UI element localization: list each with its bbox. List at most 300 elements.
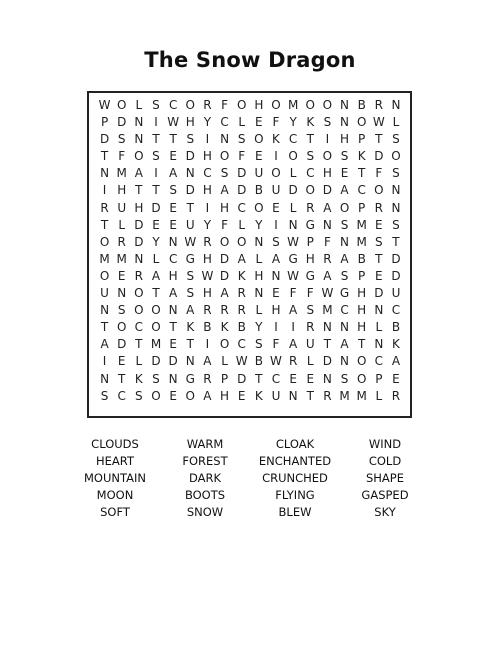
word-list-item: CLOUDS — [91, 437, 139, 451]
grid-letter: F — [221, 98, 228, 112]
grid-letter: P — [358, 268, 366, 283]
grid-letter: D — [237, 371, 247, 386]
grid-letter: O — [356, 115, 367, 130]
word-list-item: BLEW — [278, 505, 312, 519]
grid-letter: O — [236, 98, 247, 112]
grid-letter: R — [117, 234, 126, 249]
grid-letter: H — [254, 98, 264, 112]
grid-letter: N — [100, 303, 110, 318]
grid-letter: H — [202, 149, 212, 164]
grid-letter: I — [205, 337, 210, 352]
grid-letter: S — [186, 132, 195, 147]
word-list-item: SKY — [374, 505, 396, 519]
word-list-item: FOREST — [182, 454, 228, 468]
grid-letter: E — [169, 217, 177, 232]
grid-letter: T — [135, 183, 143, 198]
grid-letter: L — [221, 354, 228, 369]
grid-letter: R — [220, 303, 229, 318]
grid-letter: A — [100, 337, 109, 352]
grid-letter: T — [306, 388, 314, 403]
grid-letter: M — [339, 388, 350, 403]
grid-letter: E — [375, 217, 383, 232]
grid-letter: W — [184, 234, 197, 249]
grid-letter: D — [117, 115, 127, 130]
grid-letter: N — [117, 286, 127, 301]
grid-letter: D — [185, 183, 195, 198]
grid-letter: H — [134, 200, 144, 215]
grid-letter: R — [134, 268, 144, 283]
grid-letter: T — [152, 132, 160, 147]
grid-letter: G — [185, 371, 195, 386]
grid-letter: A — [203, 388, 212, 403]
grid-letter: D — [168, 354, 178, 369]
grid-letter: M — [356, 234, 367, 249]
grid-letter: E — [237, 388, 246, 403]
grid-letter: O — [185, 98, 195, 112]
grid-letter: L — [255, 303, 263, 318]
grid-letter: N — [322, 320, 332, 335]
grid-letter: L — [306, 354, 314, 369]
grid-letter: O — [356, 371, 367, 386]
grid-letter: E — [152, 217, 160, 232]
grid-letter: S — [186, 286, 195, 301]
grid-letter: I — [154, 166, 158, 181]
grid-letter: E — [169, 388, 177, 403]
grid-letter: O — [305, 183, 315, 198]
grid-letter: N — [391, 183, 401, 198]
grid-letter: S — [340, 371, 349, 386]
grid-letter: F — [272, 337, 280, 352]
grid-letter: N — [374, 337, 384, 352]
grid-letter: N — [340, 354, 350, 369]
grid-letter: R — [237, 286, 246, 301]
word-list-item: WIND — [368, 437, 402, 451]
grid-letter: S — [152, 149, 160, 164]
grid-letter: T — [375, 132, 383, 147]
word-list-item: WARM — [186, 437, 224, 451]
grid-letter: P — [100, 115, 109, 130]
grid-letter: M — [99, 251, 110, 266]
grid-letter: N — [340, 98, 350, 112]
grid-letter: E — [169, 337, 177, 352]
grid-letter: O — [134, 286, 144, 301]
word-list-item: COLD — [368, 454, 402, 468]
grid-letter: H — [357, 320, 367, 335]
grid-letter: A — [169, 166, 178, 181]
grid-letter: T — [323, 337, 332, 352]
grid-letter: N — [134, 251, 144, 266]
grid-letter: A — [391, 354, 401, 369]
grid-letter: A — [237, 251, 246, 266]
grid-letter: L — [375, 388, 383, 403]
grid-letter: D — [134, 234, 144, 249]
grid-letter: N — [185, 166, 195, 181]
grid-letter: R — [306, 200, 315, 215]
letter-grid — [96, 97, 405, 405]
grid-letter: A — [340, 183, 349, 198]
grid-letter: H — [271, 303, 281, 318]
grid-letter: S — [392, 217, 400, 232]
grid-letter: R — [237, 303, 246, 318]
grid-letter: C — [203, 166, 212, 181]
grid-letter: N — [340, 115, 350, 130]
grid-letter: P — [358, 200, 366, 215]
grid-letter: T — [186, 200, 194, 215]
grid-letter: O — [116, 320, 127, 335]
grid-letter: I — [274, 217, 278, 232]
word-list-item: MOUNTAIN — [84, 471, 146, 485]
grid-letter: Y — [203, 217, 212, 232]
grid-letter: L — [135, 98, 143, 112]
grid-letter: H — [220, 388, 230, 403]
grid-letter: S — [392, 166, 400, 181]
grid-letter: T — [135, 337, 143, 352]
grid-letter: O — [99, 234, 110, 249]
grid-letter: N — [288, 217, 298, 232]
word-list-item: HEART — [96, 454, 134, 468]
grid-letter: K — [392, 337, 400, 352]
grid-letter: F — [375, 166, 383, 181]
grid-letter: F — [323, 234, 331, 249]
grid-letter: S — [323, 115, 332, 130]
grid-letter: R — [323, 388, 332, 403]
grid-letter: T — [100, 320, 109, 335]
grid-letter: F — [238, 149, 246, 164]
grid-letter: D — [322, 183, 333, 198]
grid-letter: D — [237, 166, 247, 181]
grid-letter: O — [151, 388, 161, 403]
grid-letter: C — [271, 371, 281, 386]
grid-letter: E — [117, 268, 126, 283]
grid-letter: N — [254, 234, 264, 249]
grid-letter: D — [151, 200, 161, 215]
grid-letter: E — [169, 200, 177, 215]
grid-letter: K — [237, 268, 246, 283]
grid-letter: K — [357, 149, 366, 164]
grid-letter: S — [375, 234, 383, 249]
grid-letter: N — [254, 286, 264, 301]
grid-letter: S — [272, 234, 280, 249]
grid-letter: O — [254, 200, 264, 215]
grid-letter: F — [306, 286, 314, 301]
grid-letter: N — [391, 200, 401, 215]
word-list-item: SNOW — [186, 505, 224, 519]
grid-letter: S — [340, 217, 349, 232]
grid-letter: T — [255, 371, 263, 386]
grid-letter: E — [169, 149, 177, 164]
grid-letter: K — [186, 320, 195, 335]
grid-letter: C — [306, 166, 315, 181]
grid-letter: O — [356, 354, 367, 369]
grid-letter: D — [219, 251, 230, 266]
grid-letter: N — [168, 234, 178, 249]
grid-letter: T — [100, 217, 109, 232]
grid-letter: Y — [152, 234, 160, 249]
grid-letter: T — [306, 132, 314, 147]
grid-letter: P — [375, 371, 383, 386]
grid-letter: T — [118, 371, 126, 386]
grid-letter: A — [340, 337, 349, 352]
grid-letter: S — [220, 166, 229, 181]
grid-letter: U — [100, 286, 109, 301]
grid-letter: H — [220, 200, 230, 215]
grid-letter: S — [340, 149, 349, 164]
grid-letter: O — [254, 132, 264, 147]
grid-letter: G — [288, 251, 298, 266]
grid-letter: D — [151, 354, 161, 369]
grid-letter: B — [254, 354, 263, 369]
grid-letter: U — [185, 217, 195, 232]
grid-letter: W — [270, 354, 282, 369]
grid-letter: R — [203, 303, 212, 318]
grid-letter: T — [169, 320, 177, 335]
grid-letter: U — [271, 388, 281, 403]
grid-letter: F — [118, 149, 126, 164]
grid-letter: L — [255, 251, 263, 266]
grid-letter: L — [392, 115, 400, 130]
grid-letter: A — [220, 286, 229, 301]
grid-letter: D — [219, 268, 230, 283]
grid-letter: R — [288, 354, 298, 369]
grid-letter: N — [134, 132, 144, 147]
grid-letter: W — [321, 286, 334, 301]
word-list-item: SHAPE — [365, 471, 404, 485]
puzzle-title: The Snow Dragon — [144, 48, 356, 72]
grid-letter: D — [185, 149, 195, 164]
grid-letter: R — [306, 320, 315, 335]
grid-letter: H — [168, 268, 178, 283]
grid-letter: D — [374, 286, 384, 301]
grid-letter: B — [254, 183, 263, 198]
grid-letter: K — [272, 132, 280, 147]
grid-letter: L — [152, 251, 160, 266]
grid-letter: C — [117, 388, 126, 403]
grid-letter: A — [169, 286, 178, 301]
grid-letter: D — [237, 183, 247, 198]
grid-letter: R — [203, 98, 212, 112]
grid-letter: N — [100, 371, 110, 386]
grid-letter: O — [219, 337, 230, 352]
grid-letter: I — [205, 200, 210, 215]
grid-letter: W — [372, 115, 385, 130]
word-list-item: SOFT — [100, 505, 130, 519]
grid-letter: W — [98, 98, 111, 112]
grid-letter: N — [220, 132, 230, 147]
grid-letter: H — [202, 183, 212, 198]
grid-letter: E — [289, 371, 297, 386]
grid-letter: H — [357, 303, 367, 318]
grid-letter: D — [288, 183, 298, 198]
grid-letter: O — [219, 149, 230, 164]
grid-letter: H — [305, 251, 315, 266]
grid-letter: R — [374, 200, 383, 215]
grid-letter: N — [185, 354, 195, 369]
grid-letter: S — [306, 303, 315, 318]
word-list-item: CLOAK — [275, 437, 315, 451]
grid-letter: Y — [289, 115, 297, 130]
grid-letter: C — [340, 303, 349, 318]
grid-letter: O — [236, 234, 247, 249]
grid-letter: R — [100, 200, 109, 215]
grid-letter: S — [255, 337, 263, 352]
grid-letter: S — [100, 388, 109, 403]
grid-letter: H — [202, 286, 212, 301]
grid-letter: G — [185, 251, 195, 266]
grid-letter: N — [391, 98, 401, 112]
grid-letter: H — [340, 132, 350, 147]
grid-letter: T — [100, 149, 109, 164]
grid-letter: I — [154, 115, 158, 130]
grid-letter: S — [117, 132, 126, 147]
word-list-item: GASPED — [361, 488, 409, 502]
grid-letter: N — [100, 166, 110, 181]
word-list-item: DARK — [188, 471, 222, 485]
grid-letter: D — [322, 354, 333, 369]
grid-letter: T — [152, 183, 160, 198]
grid-letter: I — [205, 132, 210, 147]
grid-letter: O — [99, 268, 110, 283]
grid-letter: A — [289, 337, 298, 352]
grid-letter: O — [151, 320, 161, 335]
grid-letter: F — [221, 217, 228, 232]
grid-letter: S — [152, 371, 160, 386]
grid-letter: B — [357, 98, 366, 112]
word-list-item: FLYING — [275, 488, 315, 502]
grid-letter: O — [374, 183, 384, 198]
grid-letter: B — [203, 320, 212, 335]
grid-letter: M — [116, 251, 127, 266]
grid-letter: N — [168, 303, 178, 318]
word-list-item: CRUNCHED — [262, 471, 328, 485]
letter-grid-frame — [87, 91, 412, 418]
grid-letter: D — [117, 337, 127, 352]
grid-letter: L — [135, 354, 143, 369]
grid-letter: H — [254, 268, 264, 283]
grid-letter: C — [220, 115, 229, 130]
grid-letter: E — [340, 166, 349, 181]
grid-letter: W — [167, 115, 180, 130]
grid-letter: C — [237, 200, 246, 215]
grid-letter: I — [102, 354, 107, 369]
grid-letter: O — [151, 303, 161, 318]
grid-letter: O — [271, 98, 281, 112]
grid-letter: M — [287, 98, 299, 112]
grid-letter: O — [116, 98, 127, 112]
grid-letter: O — [305, 98, 315, 112]
grid-letter: M — [322, 303, 333, 318]
grid-letter: E — [306, 371, 315, 386]
grid-letter: A — [186, 303, 195, 318]
grid-letter: S — [306, 149, 315, 164]
grid-letter: R — [203, 371, 212, 386]
grid-letter: T — [358, 337, 366, 352]
grid-letter: R — [203, 234, 212, 249]
grid-letter: G — [305, 268, 315, 283]
grid-letter: S — [186, 268, 195, 283]
grid-letter: S — [392, 132, 400, 147]
grid-letter: T — [186, 337, 194, 352]
grid-letter: S — [169, 183, 177, 198]
grid-letter: I — [274, 149, 278, 164]
grid-letter: U — [271, 183, 281, 198]
grid-letter: E — [375, 268, 383, 283]
grid-letter: C — [168, 251, 178, 266]
grid-letter: H — [185, 115, 195, 130]
grid-letter: C — [288, 132, 298, 147]
grid-letter: K — [134, 371, 143, 386]
grid-letter: B — [357, 251, 366, 266]
grid-letter: D — [391, 251, 401, 266]
grid-letter: G — [305, 217, 315, 232]
grid-letter: S — [117, 303, 126, 318]
grid-letter: K — [220, 320, 229, 335]
grid-letter: I — [274, 320, 278, 335]
grid-letter: O — [339, 200, 350, 215]
grid-letter: E — [255, 149, 263, 164]
grid-letter: L — [289, 166, 297, 181]
grid-letter: L — [238, 217, 246, 232]
grid-letter: L — [238, 115, 246, 130]
grid-letter: C — [134, 320, 144, 335]
grid-letter: P — [358, 132, 366, 147]
grid-letter: R — [391, 388, 401, 403]
grid-letter: W — [201, 268, 214, 283]
grid-letter: W — [235, 354, 248, 369]
grid-letter: D — [134, 217, 144, 232]
word-list — [70, 436, 430, 521]
grid-letter: C — [357, 183, 366, 198]
grid-letter: C — [391, 303, 401, 318]
grid-letter: S — [237, 132, 246, 147]
grid-letter: R — [374, 98, 383, 112]
grid-letter: Y — [255, 320, 263, 335]
grid-letter: O — [322, 149, 333, 164]
grid-letter: P — [220, 371, 229, 386]
grid-letter: O — [288, 149, 298, 164]
grid-letter: A — [134, 166, 143, 181]
grid-letter: N — [322, 371, 332, 386]
grid-letter: G — [339, 286, 350, 301]
grid-letter: N — [271, 268, 281, 283]
grid-letter: Y — [255, 217, 263, 232]
grid-letter: O — [391, 149, 401, 164]
grid-letter: U — [117, 200, 127, 215]
grid-letter: S — [340, 268, 349, 283]
grid-letter: O — [134, 303, 144, 318]
grid-letter: E — [272, 286, 280, 301]
grid-letter: O — [271, 166, 281, 181]
grid-letter: U — [391, 286, 401, 301]
grid-letter: K — [306, 115, 315, 130]
grid-letter: N — [340, 320, 350, 335]
grid-letter: P — [306, 234, 314, 249]
grid-letter: N — [322, 217, 332, 232]
grid-letter: C — [237, 337, 246, 352]
grid-letter: N — [168, 371, 178, 386]
grid-letter: F — [272, 115, 280, 130]
grid-letter: D — [99, 132, 110, 147]
grid-letter: O — [322, 98, 333, 112]
grid-letter: F — [289, 286, 297, 301]
grid-letter: C — [374, 354, 384, 369]
grid-letter: I — [102, 183, 107, 198]
grid-letter: A — [289, 303, 298, 318]
grid-letter: U — [305, 337, 315, 352]
grid-letter: N — [134, 115, 144, 130]
grid-letter: H — [357, 286, 367, 301]
grid-letter: H — [117, 183, 127, 198]
grid-letter: A — [151, 268, 161, 283]
